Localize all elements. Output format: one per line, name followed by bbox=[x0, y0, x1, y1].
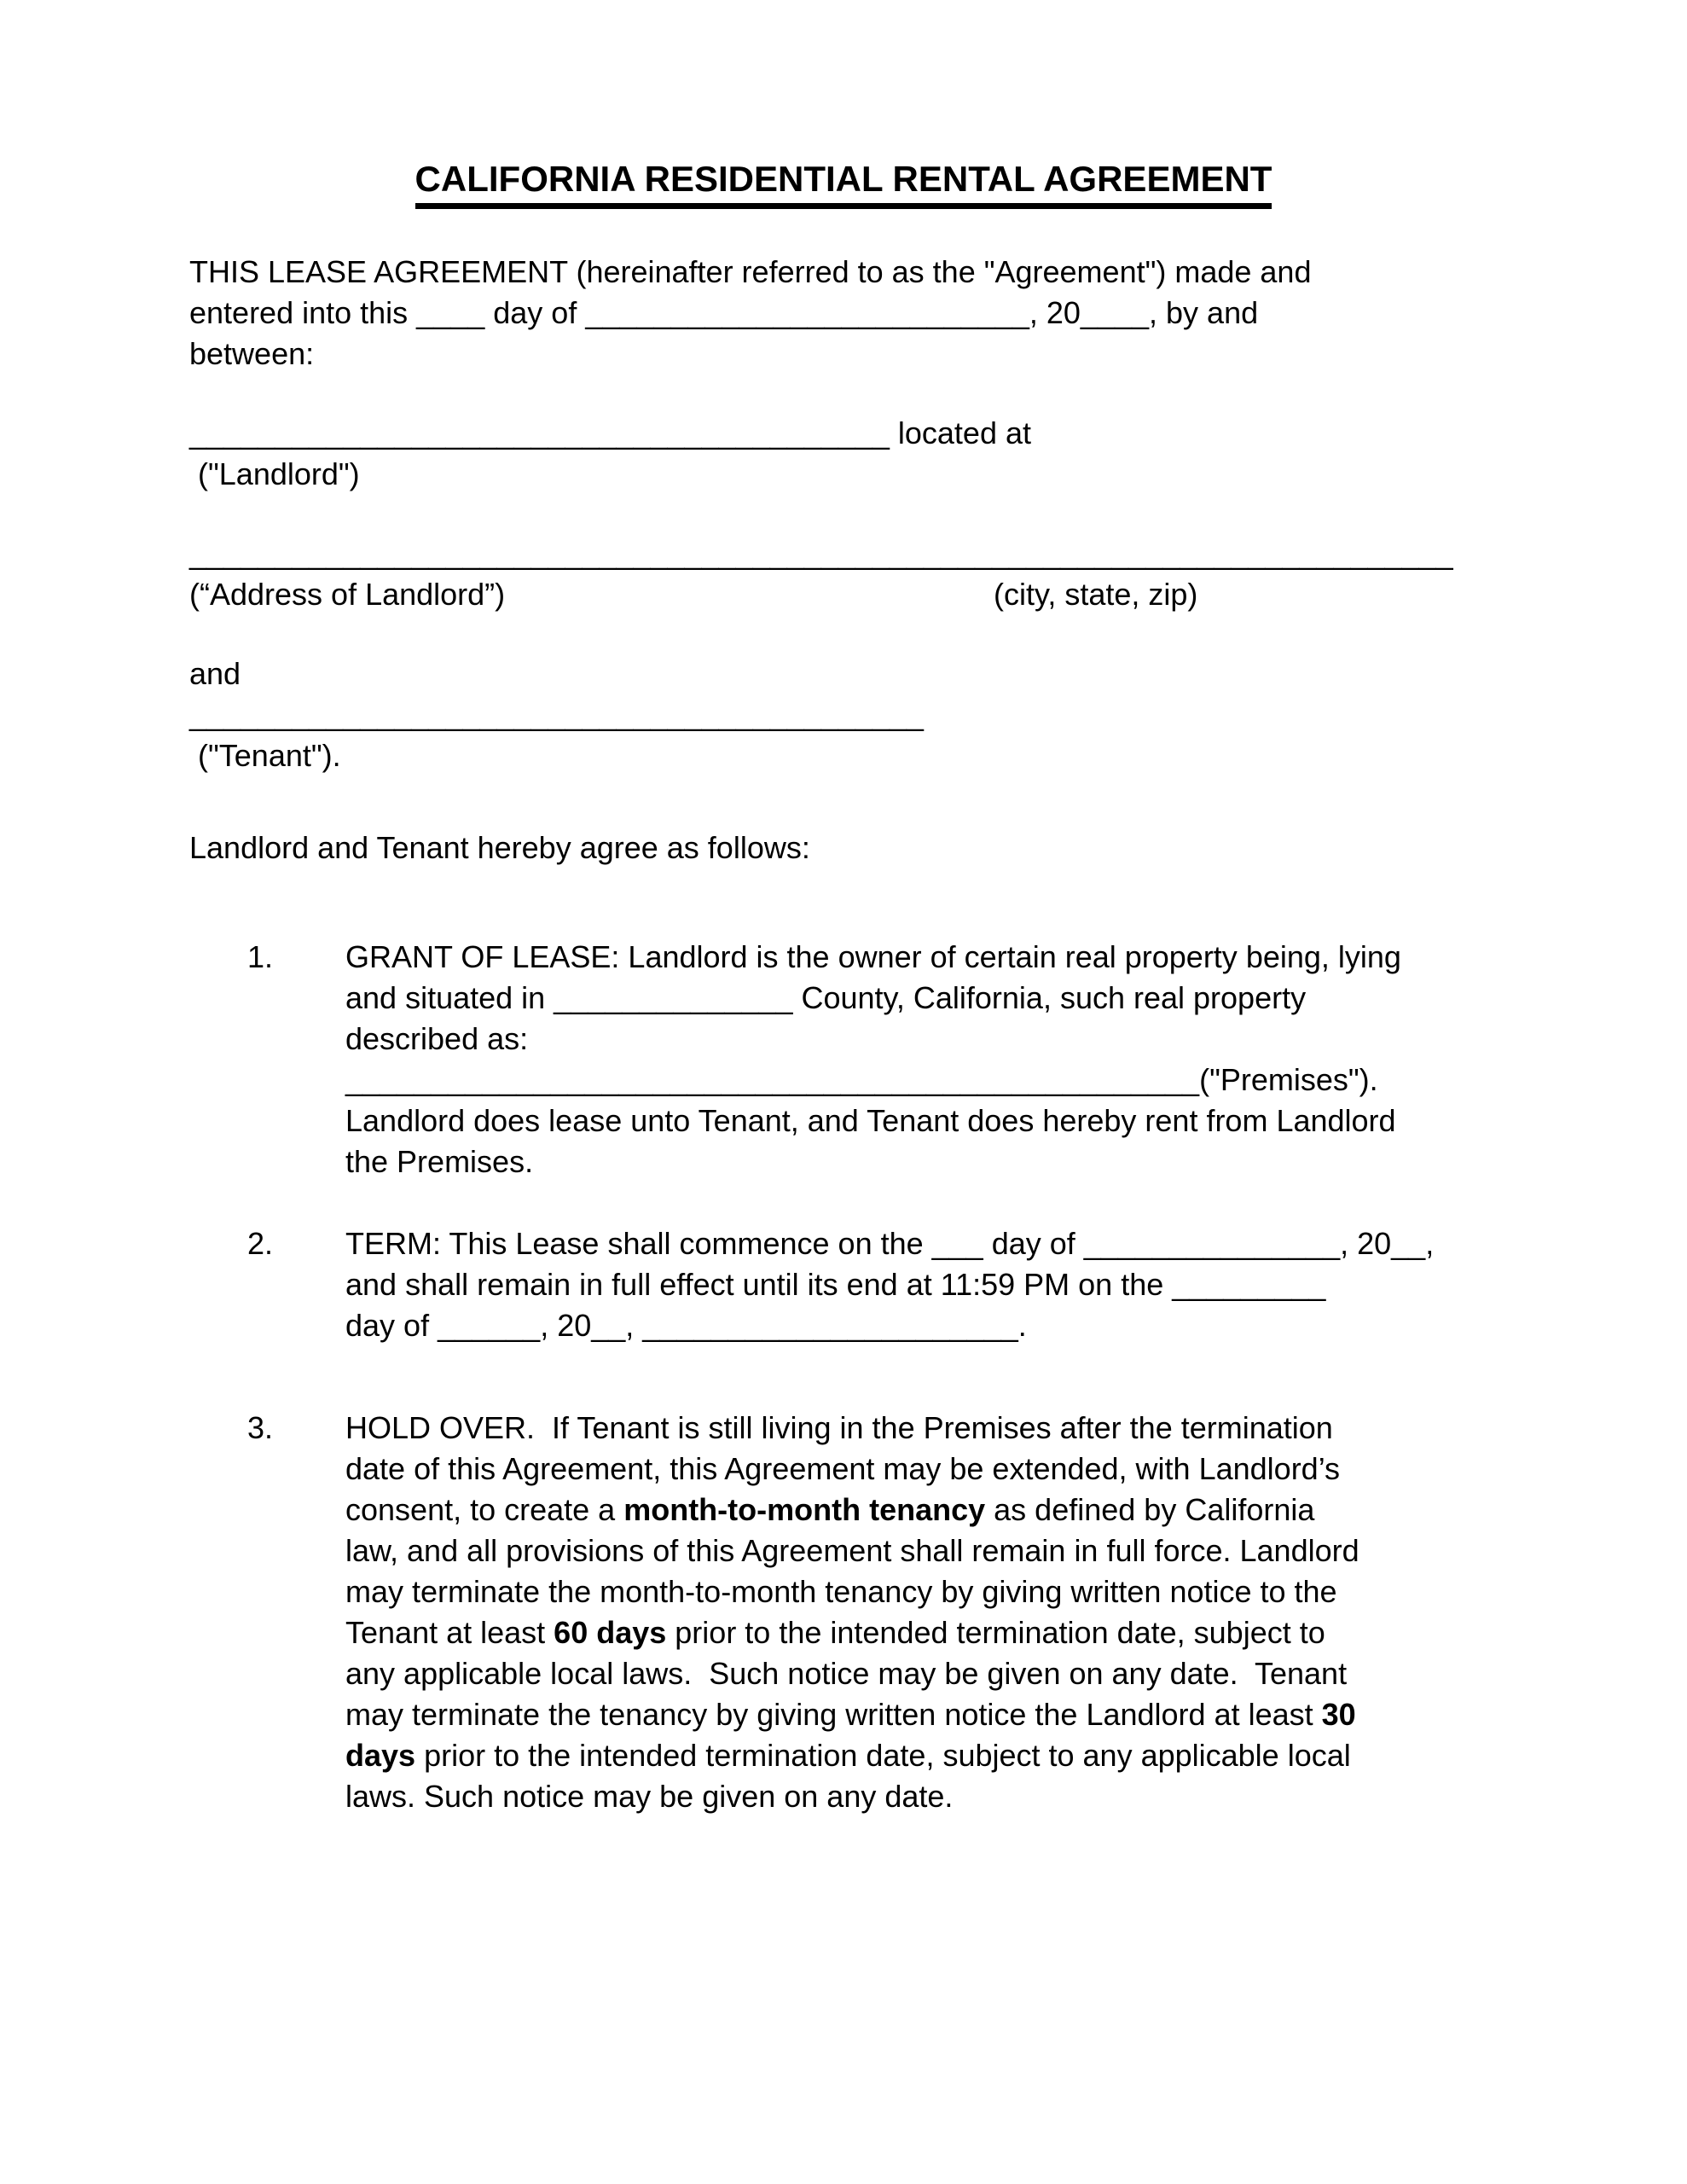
document-title-text: CALIFORNIA RESIDENTIAL RENTAL AGREEMENT bbox=[415, 158, 1272, 209]
text-line: Landlord does lease unto Tenant, and Tenant does hereby rent from Landlord bbox=[345, 1103, 1396, 1138]
text-line: and shall remain in full effect until its end at 11:59 PM on the _________ bbox=[345, 1267, 1326, 1302]
document-title bbox=[189, 158, 1498, 209]
text-line: may terminate the tenancy by giving written notice the Landlord at least 30 bbox=[345, 1697, 1356, 1732]
section-grant-of-lease bbox=[189, 937, 1498, 1182]
agreement-intro-line: Landlord and Tenant hereby agree as follows: bbox=[189, 830, 810, 865]
intro-paragraph bbox=[189, 252, 1498, 375]
text-line: and situated in ______________ County, California, such real property bbox=[345, 980, 1307, 1015]
text-line: consent, to create a month-to-month tenancy as defined by California bbox=[345, 1492, 1315, 1527]
tenant-block bbox=[189, 694, 1498, 776]
landlord-address-block bbox=[189, 533, 1498, 615]
section-number: 1. bbox=[247, 939, 274, 974]
text-line: entered into this ____ day of __________________________, 20____, by and bbox=[189, 295, 1259, 330]
section-number: 3. bbox=[247, 1410, 274, 1445]
text-line: GRANT OF LEASE: Landlord is the owner of certain real property being, lying bbox=[345, 939, 1401, 974]
tenant-label: ("Tenant"). bbox=[189, 738, 341, 773]
text-line: HOLD OVER. If Tenant is still living in the Premises after the termination bbox=[345, 1410, 1333, 1445]
text-line: TERM: This Lease shall commence on the ___ day of _______________, 20__, bbox=[345, 1226, 1435, 1261]
and-connector: and bbox=[189, 656, 241, 691]
section-hold-over bbox=[189, 1408, 1498, 1817]
section-number: 2. bbox=[247, 1226, 274, 1261]
text-line: laws. Such notice may be given on any date. bbox=[345, 1779, 954, 1814]
address-label-left: (“Address of Landlord”) bbox=[189, 577, 506, 612]
text-line: day of ______, 20__, ______________________. bbox=[345, 1308, 1027, 1343]
landlord-label: ("Landlord") bbox=[189, 456, 360, 491]
section-body bbox=[345, 937, 1498, 1182]
landlord-block bbox=[189, 413, 1498, 495]
text-line: days prior to the intended termination date, subject to any applicable local bbox=[345, 1738, 1351, 1773]
text-line: date of this Agreement, this Agreement may be extended, with Landlord’s bbox=[345, 1451, 1341, 1486]
address-blank: __________________________________________________________________________ bbox=[189, 536, 1453, 571]
text-line: the Premises. bbox=[345, 1144, 534, 1179]
text-line: may terminate the month-to-month tenancy by giving written notice to the bbox=[345, 1574, 1337, 1609]
address-label-right: (city, state, zip) bbox=[994, 577, 1198, 612]
text-line: Tenant at least 60 days prior to the intended termination date, subject to bbox=[345, 1615, 1325, 1650]
section-body bbox=[345, 1223, 1498, 1346]
text-line: any applicable local laws. Such notice may be given on any date. Tenant bbox=[345, 1656, 1348, 1691]
text-line: between: bbox=[189, 336, 315, 371]
landlord-name-blank: _________________________________________ located at bbox=[189, 415, 1031, 450]
section-term bbox=[189, 1223, 1498, 1346]
section-body bbox=[345, 1408, 1498, 1817]
text-line: __________________________________________________("Premises"). bbox=[345, 1062, 1378, 1097]
text-line: described as: bbox=[345, 1021, 529, 1056]
text-line: THIS LEASE AGREEMENT (hereinafter referred to as the "Agreement") made and bbox=[189, 254, 1312, 289]
tenant-name-blank: ___________________________________________ bbox=[189, 697, 924, 732]
text-line: law, and all provisions of this Agreement shall remain in full force. Landlord bbox=[345, 1533, 1359, 1568]
address-label-row bbox=[189, 574, 1498, 615]
